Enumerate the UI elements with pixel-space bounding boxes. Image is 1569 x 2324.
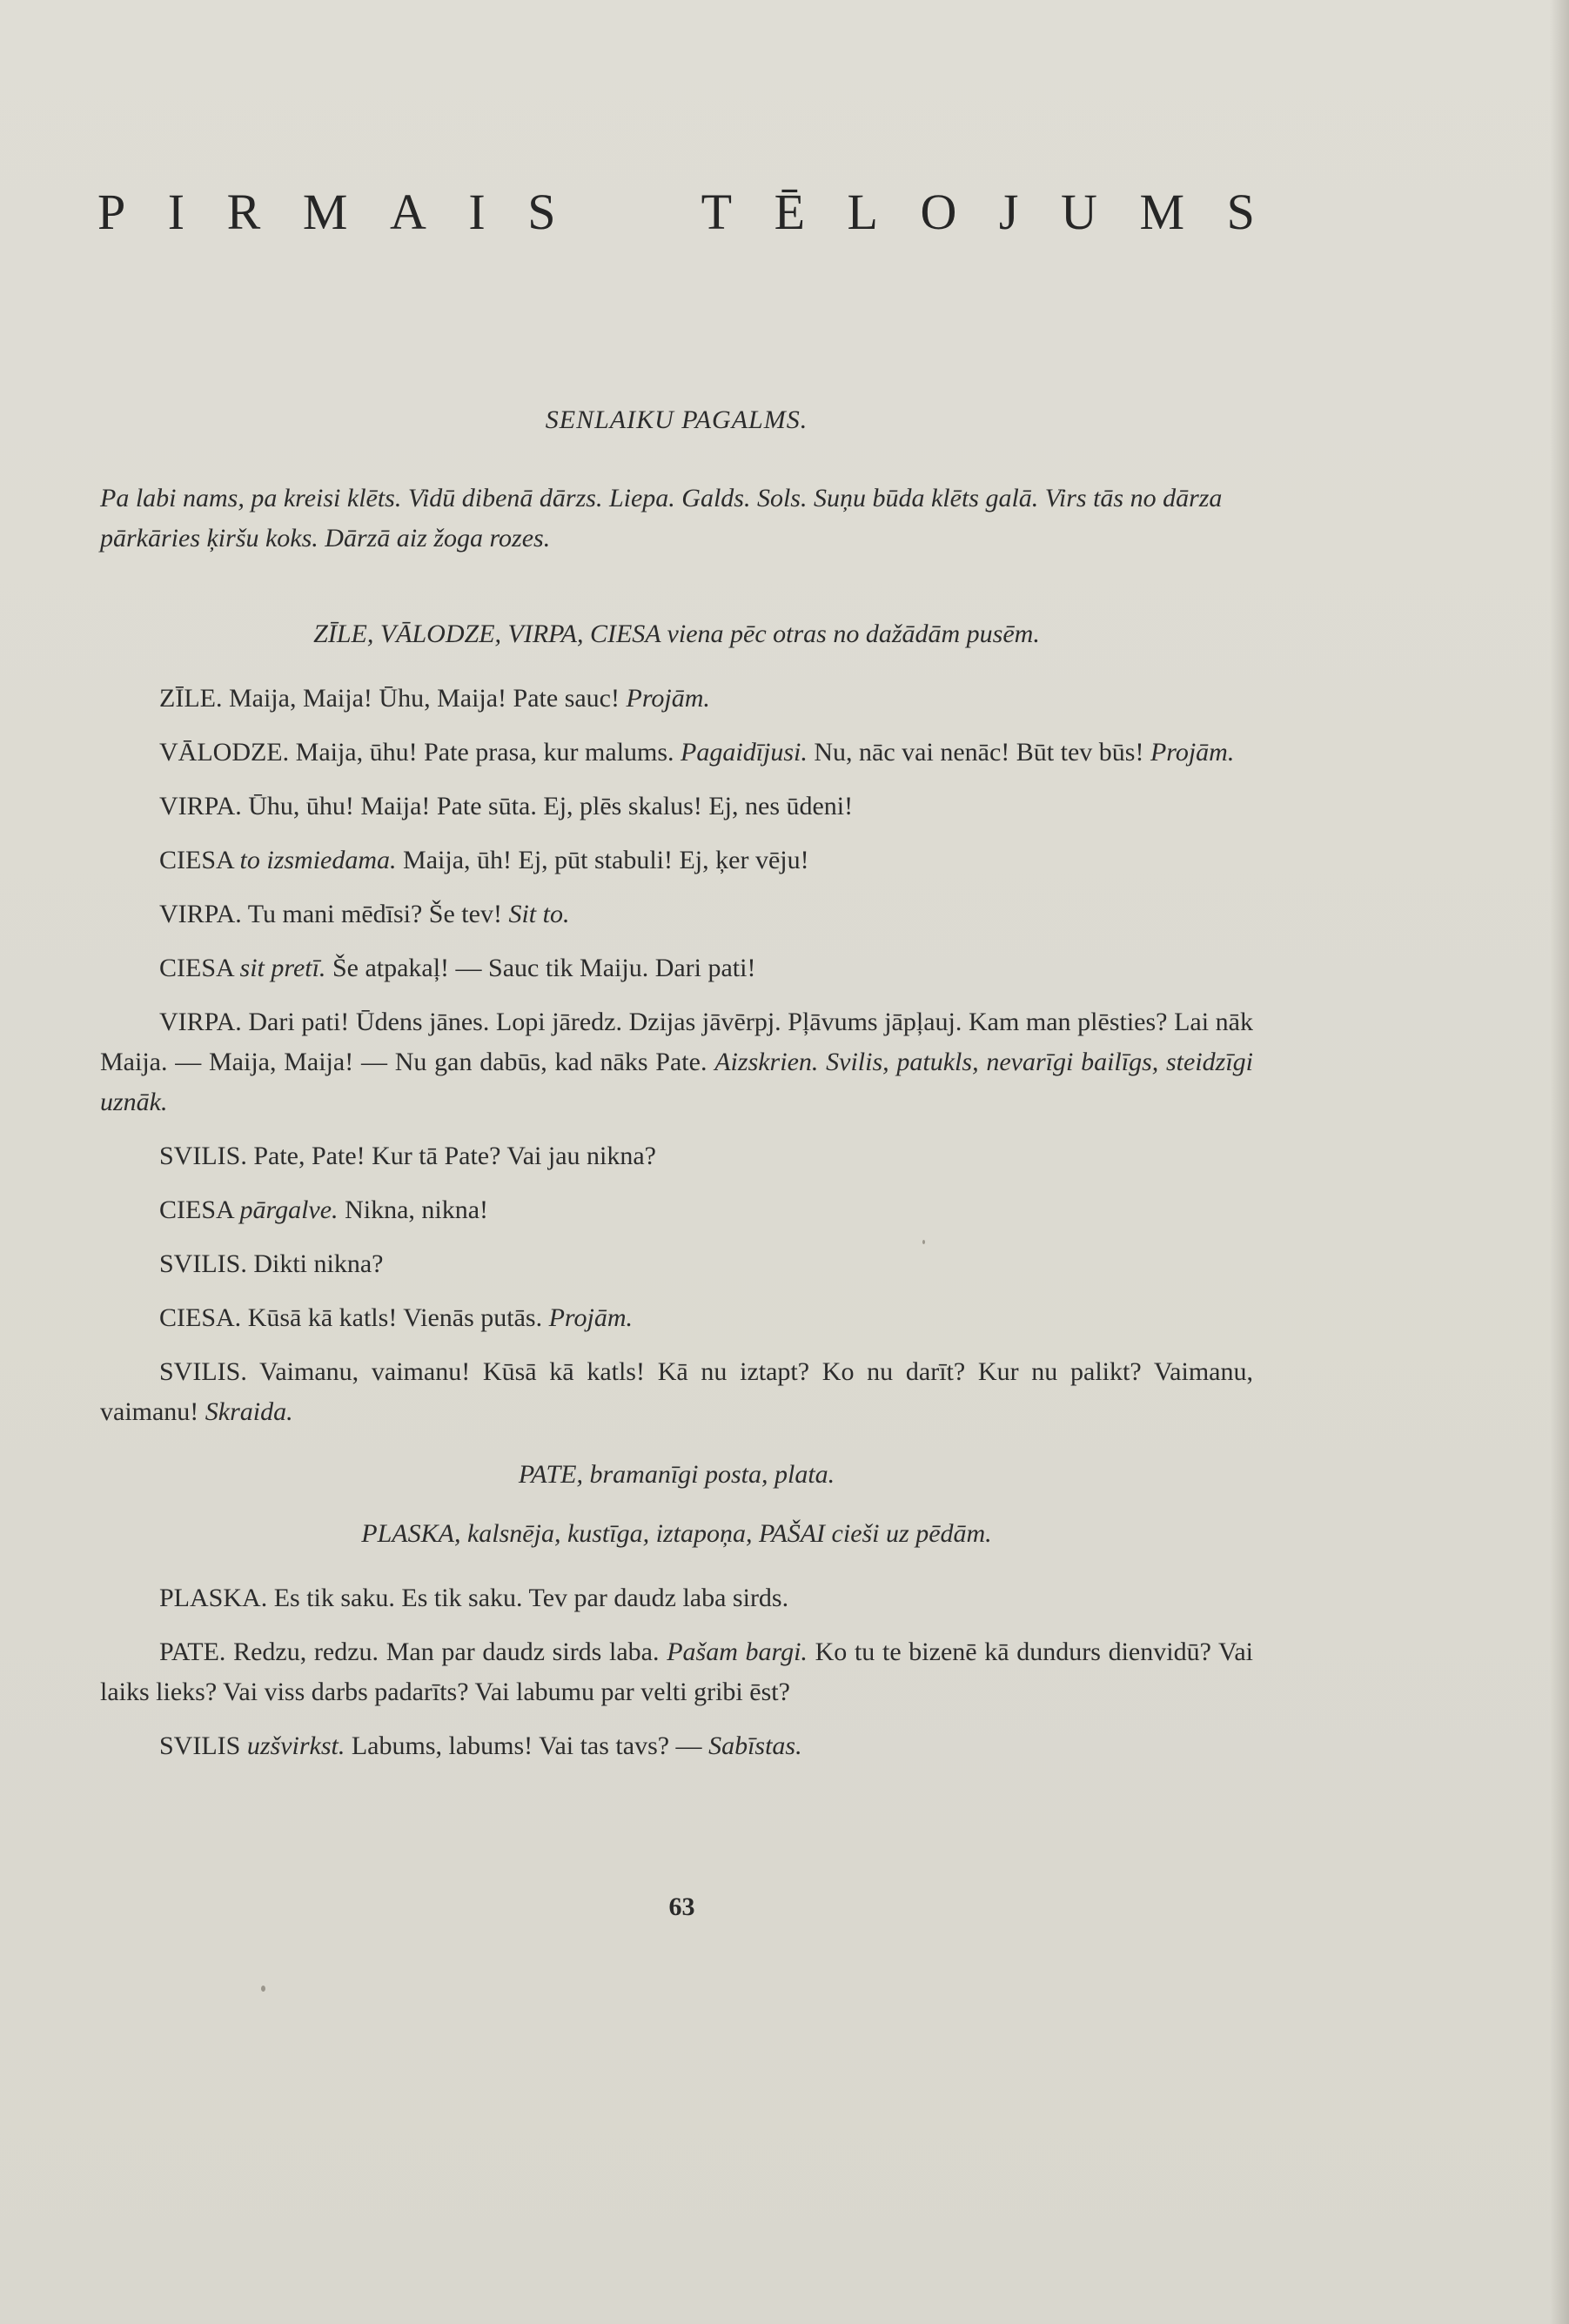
entry-direction: ZĪLE, VĀLODZE, VIRPA, CIESA viena pēc otras no dažādām pusēm. — [313, 620, 1040, 648]
speaker-name: CIESA — [159, 954, 234, 982]
speaker-name: SVILIS. — [159, 1249, 247, 1278]
dialogue-line — [100, 679, 1253, 719]
dialogue-line — [100, 1136, 1253, 1176]
dialogue-line — [100, 1578, 1253, 1618]
scene-heading: SENLAIKU PAGALMS. — [545, 405, 808, 434]
stage-note: Sit to. — [508, 900, 570, 928]
title-letter: S — [527, 184, 556, 240]
speech-text: Ūhu, ūhu! Maija! Pate sūta. Ej, plēs skalus! Ej, nes ūdeni! — [248, 792, 854, 820]
speech-text: Tu mani mēdīsi? Še tev! — [247, 900, 502, 928]
page-edge-shadow — [1550, 0, 1569, 2324]
speaker-name: CIESA — [159, 846, 234, 874]
title-letter: M — [302, 184, 348, 240]
speaker-name: VIRPA. — [159, 792, 242, 820]
speaker-name: VIRPA. — [159, 1008, 242, 1036]
dialogue-line — [100, 1002, 1253, 1122]
stage-note: Skraida. — [205, 1397, 293, 1426]
title-letter: I — [468, 184, 486, 240]
speaker-name: PLASKA. — [159, 1584, 268, 1612]
title-letter: Ē — [774, 184, 805, 240]
speech-text: Vaimanu, vaimanu! Kūsā kā katls! Kā nu iztapt? Ko nu darīt? Kur nu palikt? Vaimanu, vaimanu! — [100, 1357, 1253, 1426]
speech-text: Nu, nāc vai nenāc! Būt tev būs! — [814, 738, 1144, 767]
title-letter: L — [847, 184, 878, 240]
dialogue-line — [100, 1190, 1253, 1230]
speech-text: Dari pati! Ūdens jānes. Lopi jāredz. Dzijas jāvērpj. Pļāvums jāpļauj. Kam man plēsties? Lai nāk Maija. — Maija, Maija! — Nu gan dabūs, kad nāks Pate. — [100, 1008, 1254, 1076]
speech-text: Pate, Pate! Kur tā Pate? Vai jau nikna? — [253, 1142, 656, 1170]
stage-note: Pašam bargi. — [667, 1638, 808, 1666]
speech-text: Maija, ūhu! Pate prasa, kur malums. — [295, 738, 674, 767]
entry-direction: PLASKA, kalsnēja, kustīga, iztapoņa, PAŠAI cieši uz pēdām. — [361, 1519, 992, 1548]
stage-note: to izsmiedama. — [239, 846, 397, 874]
play-text — [100, 400, 1253, 1766]
speech-text: Nikna, nikna! — [345, 1195, 489, 1224]
speaker-name: CIESA. — [159, 1303, 242, 1332]
dialogue-line — [100, 1632, 1253, 1712]
stage-note: Projām. — [548, 1303, 633, 1332]
dialogue-line — [100, 787, 1253, 827]
speech-text: Labums, labums! Vai tas tavs? — — [351, 1731, 702, 1760]
entry-direction: PATE, bramanīgi posta, plata. — [518, 1460, 835, 1489]
speaker-name: VIRPA. — [159, 900, 242, 928]
stage-direction: Pa labi nams, pa kreisi klēts. Vidū dibenā dārzs. Liepa. Galds. Sols. Suņu būda klēts galā. Virs tās no dārza pārkāries ķiršu koks. Dārzā aiz žoga rozes. — [100, 484, 1223, 553]
stage-note: Pagaidījusi. — [681, 738, 808, 767]
title-letter: J — [998, 184, 1019, 240]
stage-note: Aizskrien. Svilis, patukls, nevarīgi bailīgs, steidzīgi uznāk. — [100, 1048, 1254, 1116]
speaker-name: VĀLODZE. — [159, 738, 290, 767]
stage-note: sit pretī. — [239, 954, 326, 982]
dialogue-line — [100, 1352, 1253, 1432]
dialogue-line — [100, 733, 1253, 773]
act-title — [97, 183, 1255, 241]
page-number: 63 — [668, 1892, 695, 1921]
speaker-name: CIESA — [159, 1195, 234, 1224]
speech-text: Maija, Maija! Ūhu, Maija! Pate sauc! — [228, 684, 620, 713]
speech-text: Kūsā kā katls! Vienās putās. — [247, 1303, 543, 1332]
speech-text: Es tik saku. Es tik saku. Tev par daudz laba sirds. — [273, 1584, 789, 1612]
title-letter: M — [1139, 184, 1185, 240]
title-letter: S — [1226, 184, 1255, 240]
title-letter: A — [389, 184, 426, 240]
paper-speck — [922, 1240, 925, 1244]
speaker-name: SVILIS. — [159, 1142, 247, 1170]
title-letter: I — [167, 184, 185, 240]
speech-text: Ko tu te bizenē kā dundurs dienvidū? Vai laiks lieks? Vai viss darbs padarīts? Vai labumu par velti gribi ēst? — [100, 1638, 1254, 1706]
speech-text: Maija, ūh! Ej, pūt stabuli! Ej, ķer vēju! — [403, 846, 809, 874]
dialogue-line — [100, 1726, 1253, 1766]
speech-text: Še atpakaļ! — Sauc tik Maiju. Dari pati! — [332, 954, 756, 982]
speech-text: Dikti nikna? — [253, 1249, 384, 1278]
speaker-name: SVILIS — [159, 1731, 241, 1760]
speaker-name: ZĪLE. — [159, 684, 223, 713]
stage-note: Projām. — [626, 684, 710, 713]
stage-note: uzšvirkst. — [246, 1731, 345, 1760]
paper-speck — [261, 1986, 265, 1992]
title-letter: T — [701, 184, 733, 240]
title-letter: O — [920, 184, 957, 240]
stage-note: pārgalve. — [239, 1195, 339, 1224]
speech-text: Redzu, redzu. Man par daudz sirds laba. — [233, 1638, 660, 1666]
title-letter: U — [1061, 184, 1097, 240]
dialogue-line — [100, 894, 1253, 934]
speaker-name: PATE. — [159, 1638, 226, 1666]
dialogue-line — [100, 1298, 1253, 1338]
stage-note: Sabīstas. — [708, 1731, 802, 1760]
speaker-name: SVILIS. — [159, 1357, 247, 1386]
stage-note: Projām. — [1150, 738, 1235, 767]
dialogue-line — [100, 948, 1253, 988]
title-word-gap — [598, 183, 659, 241]
dialogue-line — [100, 841, 1253, 881]
title-letter: R — [226, 184, 261, 240]
dialogue-line — [100, 1244, 1253, 1284]
title-letter: P — [97, 184, 126, 240]
